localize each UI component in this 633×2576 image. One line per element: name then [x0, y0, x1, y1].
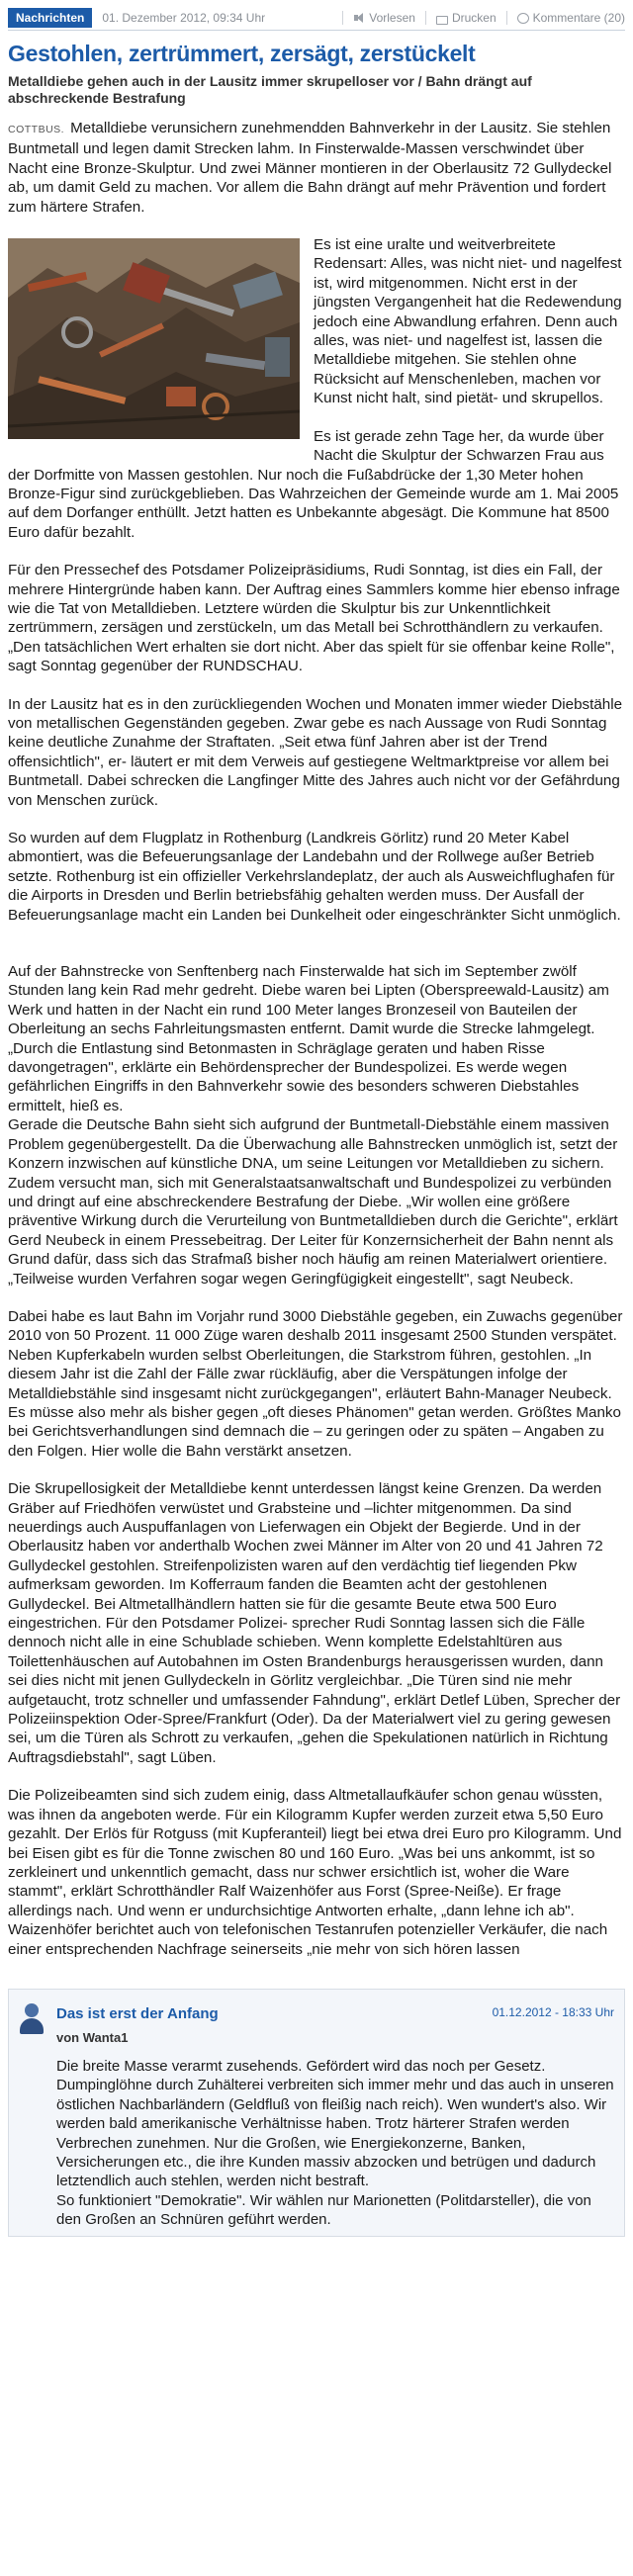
- comments-label: Kommentare (20): [532, 11, 625, 25]
- article-date: 01. Dezember 2012, 09:34 Uhr: [102, 11, 266, 25]
- paragraph-4: In der Lausitz hat es in den zurückliegenden Wochen und Monaten immer wieder Diebstähle von metallischen Gegenständen gegeben. Zwar gebe es nach Aussage von Rudi Sonntag keine deutliche Zunahme der Straftaten. „Seit etwa fünf Jahren aber ist der Trend offensichtlich", er- läutert er mit dem Verweis auf gestiegene Weltmarktpreise vor allem bei Buntmetall. Dabei schrecken die Langfinger Mitte des Jahres auch nicht vor der Gefährdung von Menschen zurück.: [8, 695, 623, 809]
- article-subtitle: Metalldiebe gehen auch in der Lausitz immer skrupelloser vor / Bahn drängt auf abschreckende Bestrafung: [8, 73, 532, 106]
- user-avatar-icon: [19, 2001, 45, 2035]
- printer-icon: [436, 16, 448, 25]
- comment-author[interactable]: von Wanta1: [56, 2029, 129, 2045]
- paragraph-1: Es ist eine uralte und weitverbreitete Redensart: Alles, was nicht niet- und nagelfest ist, wird mitgenommen. Nicht erst in der jüngsten Vergangenheit hat die Redewendung jedoch eine Abwandlung erfahren. Denn auch alles, was niet- und nagelfest ist, lassen die Metalldiebe mitgehen. Sie stehlen ohne Rücksicht auf Menschenleben, machen vor Kunst nicht halt, sind pietät- und skrupellos.: [314, 236, 622, 407]
- print-label: Drucken: [451, 11, 497, 25]
- read-aloud-label: Vorlesen: [369, 11, 415, 25]
- lead-text: Metalldiebe verunsichern zunehmendden Bahnverkehr in der Lausitz. Sie stehlen Buntmetall und legen damit Strecken lahm. In Finsterwalde-Massen verschwindet über Nacht eine Bronze-Skulptur. Und zwei Männer montieren in der Oberlausitz 72 Gullydeckel ab, um damit Geld zu machen. Vor allem die Bahn drängt auf mehr Prävention und fordert zum härtere Strafen.: [8, 120, 612, 216]
- comment-text: Die breite Masse verarmt zusehends. Gefördert wird das noch per Gesetz. Dumpinglöhne durch Zuhälterei verbreiten sich immer mehr und das auch in unseren östlichen Nachbarländern (Geldfluß von fleißig nach reich). Wen wundert's also. Wir werden bald amerikanische Verhältnisse haben. Trotz härterer Strafen werden Verbrechen zunehmen. Nur die Großen, wie Energiekonzerne, Banken, Versicherungen etc., die ihre Kunden massiv abzocken und betrügen und dadurch letztendlich auch stehlen, werden nicht bestraft.: [56, 2057, 614, 2190]
- comments-link[interactable]: [506, 11, 625, 25]
- dateline: COTTBUS.: [8, 124, 65, 135]
- comment-header: [9, 1990, 624, 2053]
- section-tag[interactable]: Nachrichten: [8, 8, 92, 28]
- paragraph-7: Gerade die Deutsche Bahn sieht sich aufgrund der Buntmetall-Diebstähle einem massiven Problem gegenübergestellt. Da die Überwachung alle Bahnstrecken unmöglich ist, setzt der Konzern inzwischen auf künstliche DNA, um seine Leitungen vor Metalldieben zu sichern. Zudem versucht man, sich mit Generalstaatsanwaltschaft und Bundespolizei zu verbünden und dringt auf eine abschreckendere Bestrafung der Diebe. „Wir wollen eine größere präventive Wirkung durch die Verurteilung von Buntmetalldieben durch die Gerichte", erklärt Gerd Neubeck in einem Pressebeitrag. Der Leiter für Konzernsicherheit der Bahn nennt als Grund dafür, dass sich das Strafmaß bisher noch häufig am reinen Materialwert orientiere. „Teilweise wurden Verfahren sogar wegen Geringfügigkeit eingestellt", sagt Neubeck.: [8, 1116, 618, 1288]
- comment-text-2: So funktioniert "Demokratie". Wir wählen nur Marionetten (Politdarsteller), die von den Großen an Schnüren geführt werden.: [56, 2191, 591, 2229]
- article-title: Gestohlen, zertrümmert, zersägt, zerstückelt: [8, 41, 476, 66]
- paragraph-10: Die Polizeibeamten sind sich zudem einig, dass Altmetallaufkäufer schon genau wüssten, was ihnen da angeboten werde. Für ein Kilogramm Kupfer werden zurzeit etwa 5,50 Euro gezahlt. Der Erlös für Rotguss (mit Kupferanteil) liegt bei etwa drei Euro pro Kilogramm. Und bei Eisen gibt es für die Tonne zwischen 80 und 160 Euro. „Was bei uns ankommt, ist so zerkleinert und unkenntlich gemacht, dass nur schwer ersichtlich ist, woher die Ware stammt", erklärt Schrotthändler Ralf Waizenhöfer aus Forst (Spree-Neiße). Er frage allerdings nach. Und wenn er undurchsichtige Antworten erhalte, „dann lehne ich ab". Waizenhöfer berichtet auch von telefonischen Testanrufen potenzieller Verkäufer, die nach einer entsprechenden Nachfrage seinerseits „nie mehr von sich hören lassen: [8, 1787, 622, 1958]
- read-aloud-button[interactable]: [342, 11, 415, 25]
- comment-title[interactable]: Das ist erst der Anfang: [56, 2004, 219, 2022]
- paragraph-8: Dabei habe es laut Bahn im Vorjahr rund 3000 Diebstähle gegeben, ein Zuwachs gegenüber 2010 von 50 Prozent. 11 000 Züge waren deshalb 2011 insgesamt 2500 Stunden verspätet. Neben Kupferkabeln wurden selbst Oberleitungen, die Starkstrom führen, gestohlen. „In diesem Jahr ist die Zahl der Fälle zwar rückläufig, aber die Verspätungen infolge der Metalldiebstähle sind insgesamt nicht zurückgegangen", erläutert Bahn-Manager Neubeck. Es müsse also mehr als bisher gegen „oft dieses Phänomen" getan werden. Größtes Manko bei Gerichtsverhandlungen sind demnach die – zu geringen oder zu späten – Angaben zu den Folgen. Hier wolle die Bahn verstärkt ansetzen.: [8, 1307, 623, 1460]
- speaker-icon: [353, 12, 365, 24]
- comment-body: [9, 2053, 624, 2236]
- article-meta-bar: [8, 6, 625, 31]
- scrap-metal-image: [8, 238, 300, 439]
- article-photo-scrap-metal[interactable]: [8, 238, 300, 439]
- comment-bubble-icon: [517, 13, 529, 24]
- comment-box: [8, 1989, 625, 2237]
- paragraph-3: Für den Pressechef des Potsdamer Polizeipräsidiums, Rudi Sonntag, ist dies ein Fall, der mehrere Hintergründe haben kann. Der Auftrag eines Sammlers komme hier ebenso infrage wie die Tat von Metalldieben. Letztere würden die Skulptur bis zur Unkenntlichkeit zertrümmern, zersägen und zerstückeln, um das Metall bei Schrotthändlern zu verkaufen. „Den tatsächlichen Wert erhalten sie dort nicht. Aber das spielt für sie offenbar keine Rolle", sagt Sonntag gegenüber der RUNDSCHAU.: [8, 562, 620, 675]
- article-page: [8, 6, 625, 2237]
- comment-title-wrap: [56, 2001, 493, 2045]
- article-lead: [8, 119, 625, 217]
- paragraph-9: Die Skrupellosigkeit der Metalldiebe kennt unterdessen längst keine Grenzen. Da werden Gräber auf Friedhöfen verwüstet und Grabsteine und –lichter mitgenommen. Da sind neuerdings auch Auspuffanlagen von Lieferwagen ein Objekt der Begierde. Und in der Oberlausitz haben vor anderthalb Wochen zwei Männer im Alter von 20 und 41 Jahren 72 Gullydeckel gestohlen. Streifenpolizisten waren auf den verdächtig tief liegenden Pkw aufmerksam geworden. Im Kofferraum fanden die Beamten acht der gestohlenen Gullydeckel. Bei Altmetallhändlern hatten sie für die gesamte Beute etwa 500 Euro eingestrichen. Für den Potsdamer Polizei- sprecher Rudi Sonntag lassen sich die Fälle dennoch nicht alle in eine Schublade schieben. Wenn komplette Edelstahltüren aus Toilettenhäuschen auf Autobahnen im Osten Brandenburgs herausgerissen wurden, dann sei dies nicht mit jenen Gullydeckeln in Görlitz vergleichbar. „Die Türen sind nie mehr aufgetaucht, trotz schneller und umfassender Fahndung", erklärt Detlef Lüben, Sprecher der Polizeiinspektion Oder-Spree/Frankfurt (Oder). Da der Materialwert viel zu gering gewesen sei, um die Türen als Schrott zu verkaufen, „gehen die Spekulationen natürlich in Richtung Auftragsdiebstahl", sagt Lüben.: [8, 1480, 621, 1766]
- paragraph-2: Es ist gerade zehn Tage her, da wurde über Nacht die Skulptur der Schwarzen Frau aus der Dorfmitte von Massen gestohlen. Nur noch die Fußabdrücke der 1,30 Meter hohen Bronze-Figur sind zurückgeblieben. Das Wahrzeichen der Gemeinde wurde am 1. Mai 2005 auf dem Dorfanger enthüllt. Jetzt hatten es Unbekannte abgesägt. Die Kommune hat 8500 Euro dafür bezahlt.: [8, 427, 619, 541]
- article-body: [8, 119, 625, 1959]
- paragraph-6: Auf der Bahnstrecke von Senftenberg nach Finsterwalde hat sich im September zwölf Stunden lang kein Rad mehr gedreht. Diebe waren bei Lipten (Oberspreewald-Lausitz) am Werk und hatten in der Nacht ein rund 100 Meter langes Bronzeseil von Bauteilen der Oberleitung an sechs Fahrleitungsmasten entfernt. Damit wurde die Strecke lahmgelegt. „Durch die Entlastung sind Betonmasten in Schräglage geraten und haben Risse davongetragen", erklärte ein Behördensprecher der Bundespolizei. Es werde wegen gefährlichen Eingriffs in den Bahnverkehr sowie des besonders schweren Diebstahles ermittelt, hieß es.: [8, 963, 609, 1114]
- paragraph-5: So wurden auf dem Flugplatz in Rothenburg (Landkreis Görlitz) rund 20 Meter Kabel abmontiert, was die Befeuerungsanlage der Landebahn und der Rollwege außer Betrieb setzte. Rothenburg ist ein offizieller Verkehrslandeplatz, der auch als Ausweichflughafen für die Airports in Dresden und Berlin betriebsfähig gehalten werden muss. Der Ausfall der Befeuerungsanlage macht ein Landen bei Dunkelheit oder eingeschränkter Sicht unmöglich.: [8, 830, 621, 924]
- comment-date: 01.12.2012 - 18:33 Uhr: [492, 2004, 614, 2019]
- print-button[interactable]: [425, 11, 497, 25]
